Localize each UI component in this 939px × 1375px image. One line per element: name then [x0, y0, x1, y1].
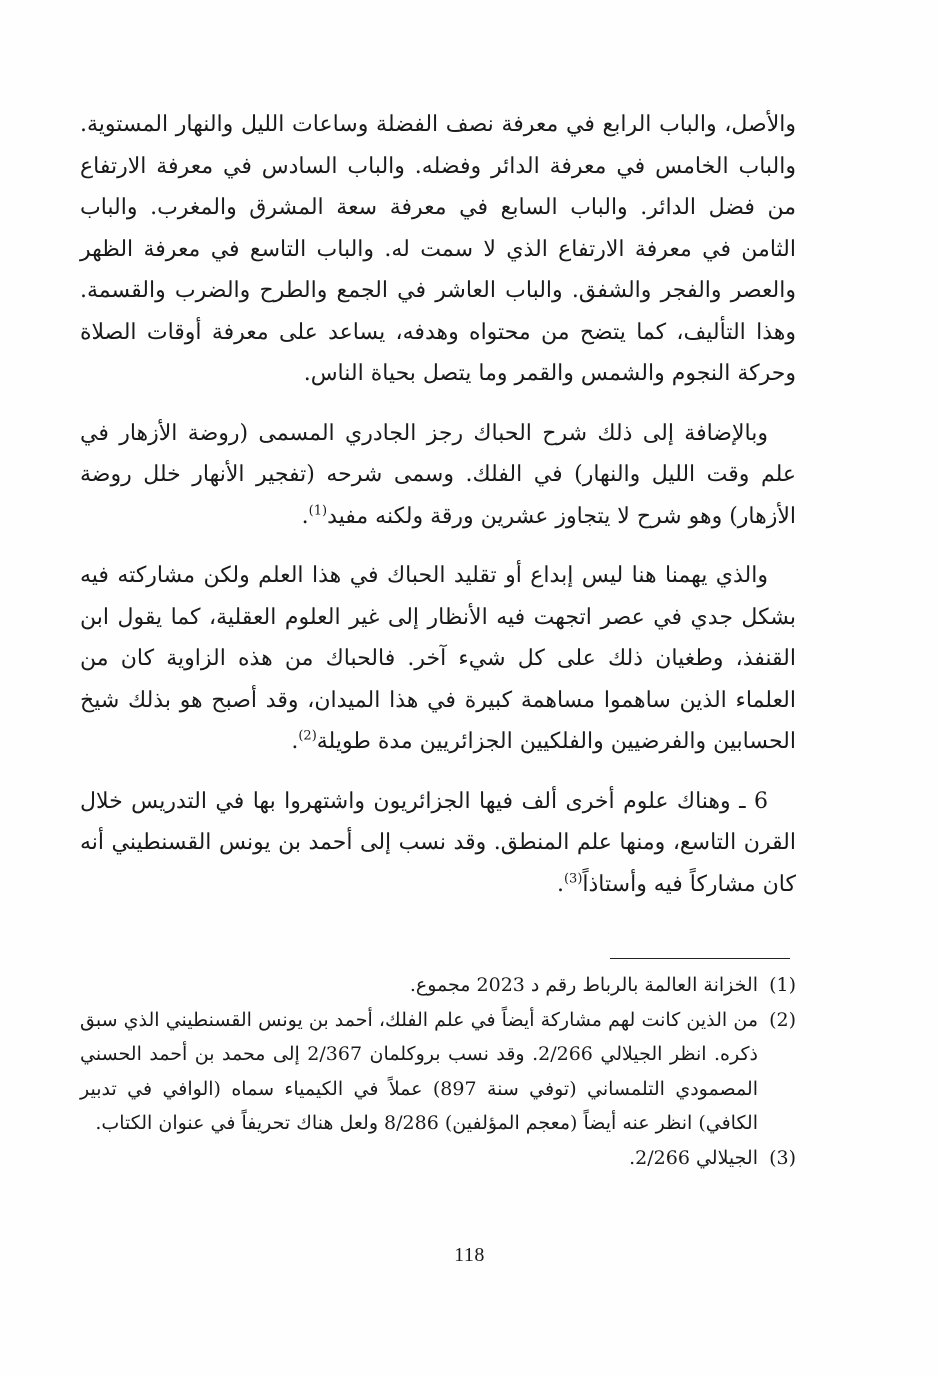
paragraph-4 — [80, 781, 796, 906]
footnote-1-text: الخزانة العالمة بالرباط رقم د 2023 مجموع. — [409, 974, 758, 996]
paragraph-3 — [80, 555, 796, 763]
paragraph-1 — [80, 104, 796, 395]
footnote-ref-3[interactable]: (3) — [563, 871, 583, 887]
paragraph-2-end: . — [301, 503, 309, 529]
footnote-2-number: (2) — [769, 1008, 796, 1031]
paragraph-3-text: والذي يهمنا هنا ليس إبداع أو تقليد الحباك في هذا العلم ولكن مشاركته فيه بشكل جدي في عصر اتجهت فيه الأنظار إلى غير العلوم العقلية، كما يقول ابن القنفذ، وطغيان ذلك على كل شيء آخر. فالحباك من هذه الزاوية كان من العلماء الذين ساهموا مساهمة كبيرة في هذا الميدان، وقد أصبح هو بذلك شيخ الحسابين والفرضيين والفلكيين الجزائريين مدة طويلة — [80, 563, 796, 754]
footnote-2-text: من الذين كانت لهم مشاركة أيضاً في علم الفلك، أحمد بن يونس القسنطيني الذي سبق ذكره. انظر الجيلالي 2/266. وقد نسب بروكلمان 2/367 إلى محمد بن أحمد الحسني المصمودي التلمساني (توفي سنة 897) عملاً في الكيمياء سماه (الوافي في تدبير الكافي) انظر عنه أيضاً (معجم المؤلفين) 8/286 ولعل هناك تحريفاً في عنوان الكتاب. — [80, 1008, 758, 1134]
paragraph-4-text: 6 ـ وهناك علوم أخرى ألف فيها الجزائريون واشتهروا بها في التدريس خلال القرن التاسع، ومنها علم المنطق. وقد نسب إلى أحمد بن يونس القسنطيني أنه كان مشاركاً فيه وأستاذاً — [80, 788, 796, 897]
paragraph-4-end: . — [556, 871, 564, 897]
footnote-1-number: (1) — [769, 974, 796, 996]
footnote-1 — [80, 968, 796, 1003]
footnote-separator — [610, 958, 790, 959]
paragraph-2 — [80, 413, 796, 538]
footnote-3 — [80, 1141, 796, 1176]
paragraph-2-text: وبالإضافة إلى ذلك شرح الحباك رجز الجادري المسمى (روضة الأزهار في علم وقت الليل والنهار) في الفلك. وسمى شرحه (تفجير الأنهار خلل روضة الأزهار) وهو شرح لا يتجاوز عشرين ورقة ولكنه مفيد — [80, 420, 796, 529]
footnote-ref-1[interactable]: (1) — [308, 503, 328, 519]
footnote-3-text: الجيلالي 2/266. — [629, 1146, 758, 1169]
paragraph-1-text: والأصل، والباب الرابع في معرفة نصف الفضلة وساعات الليل والنهار المستوية. والباب الخامس في معرفة الدائر وفضله. والباب السادس في معرفة الارتفاع من فضل الدائر. والباب السابع في معرفة سعة المشرق والمغرب. والباب الثامن في معرفة الارتفاع الذي لا سمت له. والباب التاسع في معرفة الظهر والعصر والفجر والشفق. والباب العاشر في الجمع والطرح والضرب والقسمة. وهذا التأليف، كما يتضح من محتواه وهدفه، يساعد على معرفة أوقات الصلاة وحركة النجوم والشمس والقمر وما يتصل بحياة الناس. — [80, 112, 796, 386]
footnote-3-number: (3) — [769, 1146, 796, 1169]
footnote-2 — [80, 1003, 796, 1141]
paragraph-3-end: . — [291, 729, 299, 754]
footnote-ref-2[interactable]: (2) — [298, 728, 317, 744]
footnotes — [80, 968, 796, 1175]
main-text — [80, 104, 796, 923]
page-number: 118 — [454, 1244, 485, 1266]
